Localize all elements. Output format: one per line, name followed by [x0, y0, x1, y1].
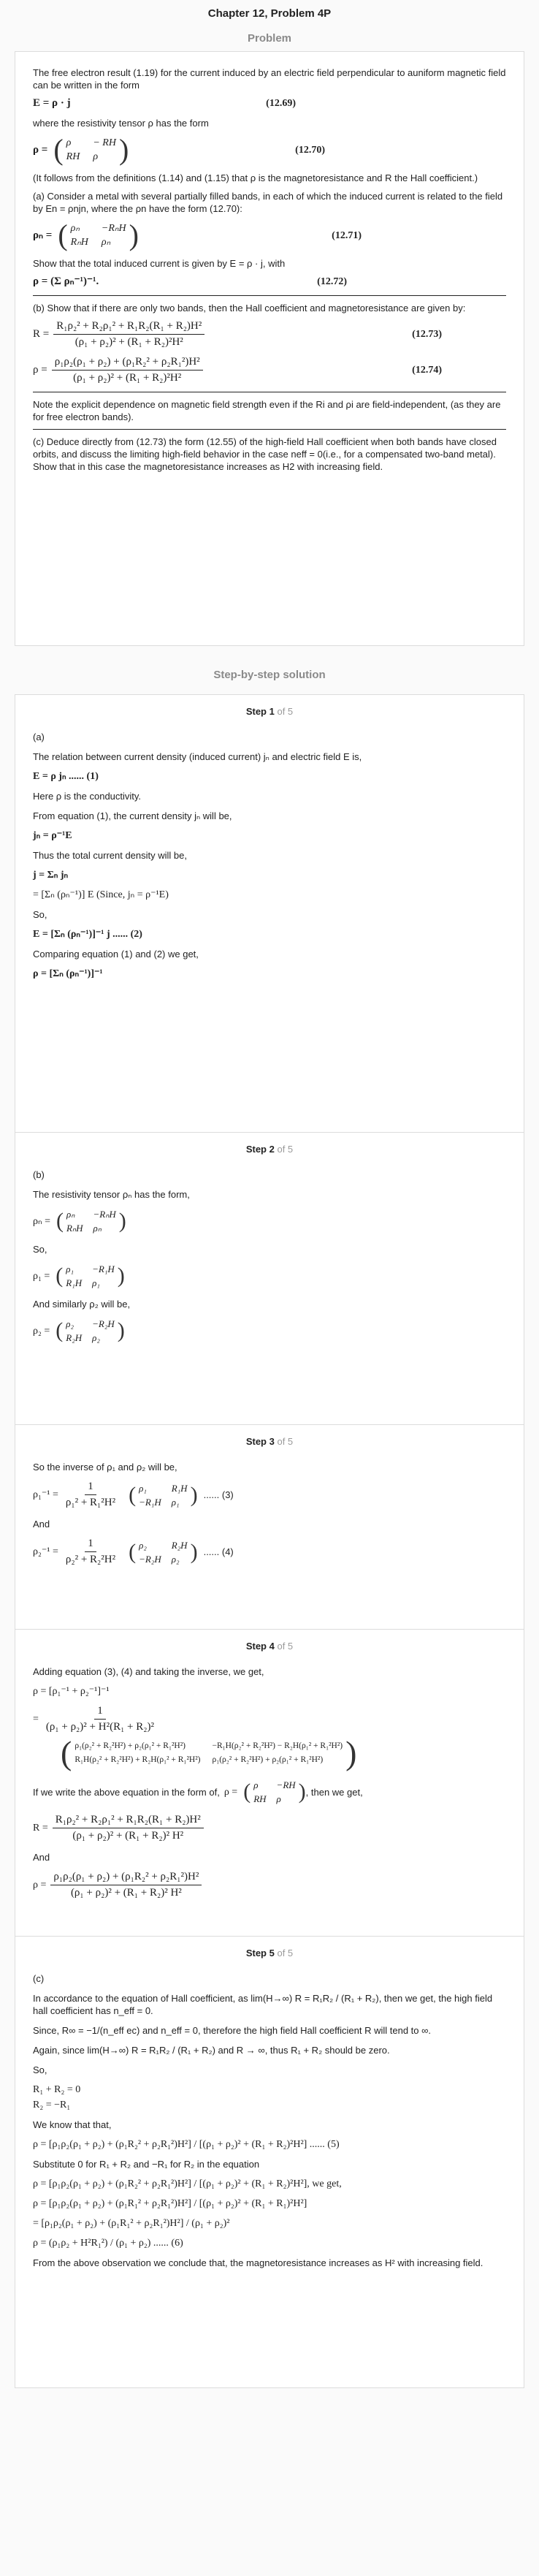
matrix-cell: −R₂H	[92, 1318, 115, 1329]
denominator: ρ₂² + R₂²H²	[65, 1554, 116, 1565]
eq-lhs: ρ =	[33, 364, 47, 376]
step-text: So,	[33, 909, 47, 920]
eq-number: ...... (3)	[203, 1489, 234, 1500]
eq-number: (12.70)	[295, 144, 325, 156]
eq-number: (12.74)	[412, 365, 442, 376]
step-equation: ρ = [Σₙ (ρₙ⁻¹)]⁻¹	[33, 968, 103, 979]
fraction	[53, 320, 204, 349]
matrix	[61, 1736, 356, 1770]
step-text: From the above observation we conclude that, the magnetoresistance increases as H² with increasing field.	[33, 2257, 483, 2268]
step-of: of 5	[277, 1948, 294, 1958]
matrix-cell: ρ₁	[171, 1496, 180, 1508]
step-2-card	[15, 1133, 524, 1425]
matrix-cell: R₁H(ρ₂² + R₂²H²) + R₂H(ρ₁² + R₁²H²)	[74, 1755, 201, 1764]
step-text: The relation between current density (induced current) jₙ and electric field E is,	[33, 751, 362, 762]
matrix-cell: R₁H	[66, 1277, 83, 1288]
paren-left: (	[129, 1482, 137, 1507]
part-a-text: (a) Consider a metal with several partially filled bands, in each of which the induced current is related to the field by En = ρnjn, where the ρn have the form (12.70):	[33, 191, 503, 214]
step-label: Step 4	[245, 1641, 275, 1652]
paren-right: )	[117, 1264, 125, 1288]
step-text: We know that that,	[33, 2119, 112, 2130]
matrix-cell: −R₁H	[92, 1264, 115, 1274]
denominator: (ρ₁ + ρ₂)² + (R₁ + R₂)² H²	[70, 1887, 182, 1899]
step-equation: ρ = [ρ₁ρ₂(ρ₁ + ρ₂) + (ρ₁R₁² + ρ₂R₁²)H²] / [(ρ₁ + ρ₂)² + (R₁ + R₁)²H²]	[33, 2198, 307, 2209]
step-heading	[33, 1947, 506, 1959]
step-5-card	[15, 1937, 524, 2388]
matrix-cell: ρ₂	[66, 1318, 74, 1329]
equation-12-69	[33, 97, 296, 110]
step-equation: j = Σₙ jₙ	[33, 870, 69, 881]
eq-number: (12.72)	[317, 276, 347, 287]
step-text: Adding equation (3), (4) and taking the inverse, we get,	[33, 1666, 264, 1677]
step-text: Again, since lim(H→∞) R = R₁R₂ / (R₁ + R₂) and R → ∞, thus R₁ + R₂ should be zero.	[33, 2045, 390, 2056]
step-equation: ρ = [ρ₁ρ₂(ρ₁ + ρ₂) + (ρ₁R₂² + ρ₂R₁²)H²] / [(ρ₁ + ρ₂)² + (R₁ + R₂)²H²] ...... (5)	[33, 2139, 340, 2150]
denominator: (ρ₁ + ρ₂)² + (R₁ + R₂)²H²	[74, 336, 183, 348]
step-label: Step 2	[245, 1144, 275, 1155]
eq-number: ...... (4)	[203, 1546, 234, 1557]
numerator: R₁ρ₂² + R₂ρ₁² + R₁R₂(R₁ + R₂)H²	[53, 1814, 204, 1828]
matrix-cell: −R₁H	[139, 1496, 161, 1508]
step-equation: E = [Σₙ (ρₙ⁻¹)]⁻¹ j ...... (2)	[33, 929, 142, 940]
matrix	[56, 1208, 126, 1234]
paren-right: )	[298, 1779, 306, 1804]
step-heading	[33, 705, 506, 718]
inverse-equation	[33, 1538, 506, 1566]
step-text: , then we get,	[305, 1786, 363, 1798]
matrix-cell: ρ	[93, 151, 99, 162]
eq-lhs: E = ρ · j	[33, 97, 71, 109]
step-text: Thus the total current density will be,	[33, 850, 187, 861]
inverse-equation	[33, 1481, 506, 1509]
eq-lhs: R =	[33, 1823, 48, 1834]
matrix-cell: ρ₁(ρ₂² + R₂²H²) + ρ₂(ρ₁² + R₁²H²)	[74, 1741, 186, 1750]
part-c-text: (c) Deduce directly from (12.73) the form (12.55) of the high-field Hall coefficient when both bands have closed orbits, and discuss the limiting high-field behavior in the case neff = 0(i.e., for a compensated two-band metal). Show that in this case the magnetoresistance increases as H2 with increasing field.	[33, 436, 497, 472]
step-text: And	[33, 1852, 50, 1863]
matrix-cell: ρₙ	[101, 237, 111, 248]
paren-right: )	[117, 1318, 125, 1342]
matrix-cell: ρ₂	[171, 1553, 180, 1565]
matrix-cell: ρ₁	[66, 1264, 74, 1274]
matrix	[129, 1482, 197, 1508]
paren-right: )	[190, 1482, 198, 1507]
fraction	[63, 1538, 118, 1566]
step-equation: ρ = [ρ₁⁻¹ + ρ₂⁻¹]⁻¹	[33, 1686, 110, 1697]
eq-lhs: ρ₂ =	[33, 1325, 50, 1337]
denominator: ρ₁² + R₁²H²	[65, 1497, 116, 1508]
paren-left: (	[56, 1318, 64, 1342]
paren-left: (	[53, 133, 64, 166]
fraction	[50, 1871, 202, 1899]
matrix	[243, 1779, 305, 1805]
matrix-cell: R₁H	[171, 1482, 188, 1494]
combined-equation	[33, 1705, 506, 1733]
matrix-equation	[33, 1208, 506, 1234]
matrix	[58, 221, 139, 250]
matrix-cell: −RH	[276, 1779, 296, 1790]
step-label: Step 1	[245, 706, 275, 717]
step-equation: = [ρ₁ρ₂(ρ₁ + ρ₂) + (ρ₁R₁² + ρ₂R₁²)H²] / (ρ₁ + ρ₂)²	[33, 2218, 230, 2229]
equals-sign: =	[33, 1714, 39, 1725]
step-text: (b)	[33, 1169, 45, 1180]
matrix-cell: ρ	[253, 1779, 259, 1790]
eq-lhs: R =	[33, 328, 50, 340]
matrix-cell: ρ	[276, 1793, 281, 1804]
chapter-title: Chapter 12, Problem 4P	[207, 7, 332, 20]
paren-right: )	[345, 1734, 357, 1771]
step-heading	[33, 1143, 506, 1155]
follows-text: (It follows from the definitions (1.14) and (1.15) that ρ is the magnetoresistance and R the Hall coefficient.)	[33, 172, 478, 183]
numerator: 1	[94, 1705, 106, 1720]
denominator: (ρ₁ + ρ₂)² + (R₁ + R₂)²H²	[73, 372, 182, 384]
matrix	[56, 1318, 124, 1344]
step-text: Substitute 0 for R₁ + R₂ and −R₁ for R₂ in the equation	[33, 2159, 260, 2170]
eq-number: (12.73)	[412, 329, 442, 340]
matrix-cell: R₂H	[171, 1539, 188, 1551]
step-text: Since, R∞ = −1/(n_eff ec) and n_eff = 0, therefore the high field Hall coefficient R will tend to ∞.	[33, 2025, 431, 2036]
paren-left: (	[58, 219, 68, 251]
paren-right: )	[118, 133, 129, 166]
matrix-cell: RₙH	[66, 1223, 83, 1234]
fraction	[52, 356, 203, 384]
paren-left: (	[61, 1734, 72, 1771]
matrix-equation	[33, 1318, 506, 1344]
paren-right: )	[129, 219, 139, 251]
matrix-cell: RₙH	[70, 237, 88, 248]
paren-left: (	[243, 1779, 251, 1804]
step-of: of 5	[277, 706, 294, 717]
step-text: From equation (1), the current density jₙ will be,	[33, 810, 232, 821]
part-b-text: (b) Show that if there are only two bands, then the Hall coefficient and magnetoresistance are given by:	[33, 303, 466, 314]
matrix-cell: ρ₁	[139, 1482, 147, 1494]
step-heading	[33, 1640, 506, 1652]
matrix-cell: ρₙ	[93, 1223, 102, 1234]
matrix-cell: ρ	[66, 137, 72, 148]
matrix-cell: ρ₂	[92, 1332, 100, 1343]
paren-right: )	[118, 1209, 126, 1233]
fraction	[63, 1481, 118, 1509]
step-label: Step 5	[245, 1948, 275, 1958]
matrix-cell: ρ₂	[139, 1539, 147, 1551]
step-text: So,	[33, 1244, 47, 1255]
matrix	[53, 135, 129, 164]
eq-lhs: ρ₂⁻¹ =	[33, 1546, 58, 1557]
matrix	[56, 1263, 124, 1289]
numerator: 1	[85, 1481, 96, 1495]
matrix-cell: ρ₁(ρ₂² + R₂²H²) + ρ₂(ρ₁² + R₁²H²)	[212, 1755, 324, 1764]
resistivity-text: where the resistivity tensor ρ has the form	[33, 118, 209, 129]
step-4-card	[15, 1630, 524, 1937]
step-text: If we write the above equation in the form of,	[33, 1786, 220, 1798]
eq-number: (12.71)	[332, 229, 362, 241]
matrix-cell: −R₁H(ρ₂² + R₂²H²) − R₂H(ρ₁² + R₁²H²)	[212, 1741, 343, 1750]
step-heading	[33, 1435, 506, 1448]
step-equation: jₙ = ρ⁻¹E	[33, 830, 72, 841]
denominator: (ρ₁ + ρ₂)² + H²(R₁ + R₂)²	[45, 1721, 154, 1733]
step-of: of 5	[277, 1641, 294, 1652]
matrix-cell: −RₙH	[101, 223, 126, 234]
eq-lhs: ρ₁⁻¹ =	[33, 1489, 58, 1500]
equation-12-71	[33, 221, 362, 250]
problem-heading: Problem	[247, 32, 291, 45]
divider	[33, 295, 506, 296]
step-3-card	[15, 1425, 524, 1630]
problem-intro: The free electron result (1.19) for the current induced by an electric field perpendicular to auniform magnetic field can be written in the form	[33, 67, 506, 91]
step-1-card	[15, 694, 524, 1133]
step-of: of 5	[277, 1436, 294, 1447]
note-text: Note the explicit dependence on magnetic field strength even if the Ri and ρi are field-independent, (as they are for free electron bands).	[33, 399, 501, 422]
eq-number: (12.69)	[266, 98, 296, 109]
matrix-cell: −R₂H	[139, 1553, 161, 1565]
matrix-cell: RH	[66, 151, 80, 162]
resistivity-result	[33, 1871, 506, 1899]
step-text: So,	[33, 2064, 47, 2075]
step-text: So the inverse of ρ₁ and ρ₂ will be,	[33, 1462, 177, 1473]
matrix-cell: R₂H	[66, 1332, 83, 1343]
eq-lhs: ρₙ =	[33, 1215, 50, 1227]
step-equation: E = ρ jₙ ...... (1)	[33, 771, 99, 782]
paren-left: (	[129, 1539, 137, 1564]
eq-lhs: ρ =	[33, 1880, 47, 1891]
step-equation: ρ = [ρ₁ρ₂(ρ₁ + ρ₂) + (ρ₁R₂² + ρ₂R₁²)H²] / [(ρ₁ + ρ₂)² + (R₁ + R₂)²H²], we get,	[33, 2178, 342, 2189]
step-equation: = [Σₙ (ρₙ⁻¹)] E (Since, jₙ = ρ⁻¹E)	[33, 889, 169, 900]
matrix-cell: −RₙH	[93, 1209, 116, 1220]
matrix-equation	[33, 1263, 506, 1289]
eq-lhs: ρ = (Σ ρₙ⁻¹)⁻¹.	[33, 276, 99, 287]
numerator: ρ₁ρ₂(ρ₁ + ρ₂) + (ρ₁R₂² + ρ₂R₁²)H²	[50, 1871, 202, 1885]
denominator: (ρ₁ + ρ₂)² + (R₁ + R₂)² H²	[72, 1830, 184, 1842]
solution-heading: Step-by-step solution	[213, 669, 326, 681]
equation-12-70	[33, 135, 325, 164]
eq-lhs: ρ =	[33, 143, 48, 156]
matrix-cell: ρₙ	[66, 1209, 75, 1220]
paren-left: (	[56, 1264, 64, 1288]
problem-card	[15, 51, 524, 646]
step-text: And similarly ρ₂ will be,	[33, 1299, 131, 1310]
eq-lhs: ρₙ =	[33, 229, 53, 241]
matrix-cell: ρ₁	[92, 1277, 100, 1288]
eq-lhs: ρ₁ =	[33, 1270, 50, 1282]
equation-12-74	[33, 356, 442, 384]
step-equation: ρ = (ρ₁ρ₂ + H²R₁²) / (ρ₁ + ρ₂) ...... (6)	[33, 2238, 183, 2249]
step-equation: R₂ = −R₁	[33, 2100, 71, 2110]
equation-12-72	[33, 276, 347, 288]
matrix-cell: − RH	[93, 137, 116, 148]
step-text: In accordance to the equation of Hall coefficient, as lim(H→∞) R = R₁R₂ / (R₁ + R₂), then we get, the high field hall coefficient has n_eff = 0.	[33, 1993, 493, 2016]
step-text: Comparing equation (1) and (2) we get,	[33, 949, 199, 960]
fraction	[43, 1705, 157, 1733]
paren-left: (	[56, 1209, 64, 1233]
equation-12-73	[33, 320, 442, 349]
step-equation: R₁ + R₂ = 0	[33, 2084, 81, 2095]
form-line: If we write the above equation in the form of, ρ = ( ρ −RH RH ρ ) , then we get,	[33, 1779, 363, 1804]
paren-right: )	[190, 1539, 198, 1564]
numerator: R₁ρ₂² + R₂ρ₁² + R₁R₂(R₁ + R₂)H²	[53, 320, 204, 335]
step-text: And	[33, 1519, 50, 1530]
hall-result	[33, 1814, 506, 1842]
matrix-cell: RH	[253, 1793, 267, 1804]
divider	[33, 429, 506, 430]
combined-matrix	[55, 1736, 506, 1770]
show-text: Show that the total induced current is given by E = ρ · j, with	[33, 258, 286, 269]
matrix-cell: ρₙ	[70, 223, 80, 234]
numerator: ρ₁ρ₂(ρ₁ + ρ₂) + (ρ₁R₂² + ρ₂R₁²)H²	[52, 356, 203, 371]
step-text: (c)	[33, 1973, 45, 1984]
numerator: 1	[85, 1538, 96, 1552]
fraction	[53, 1814, 204, 1842]
step-text: (a)	[33, 732, 45, 742]
step-label: Step 3	[245, 1436, 275, 1447]
step-text: Here ρ is the conductivity.	[33, 791, 142, 802]
step-text: The resistivity tensor ρₙ has the form,	[33, 1189, 190, 1200]
matrix	[129, 1539, 197, 1565]
step-of: of 5	[277, 1144, 294, 1155]
